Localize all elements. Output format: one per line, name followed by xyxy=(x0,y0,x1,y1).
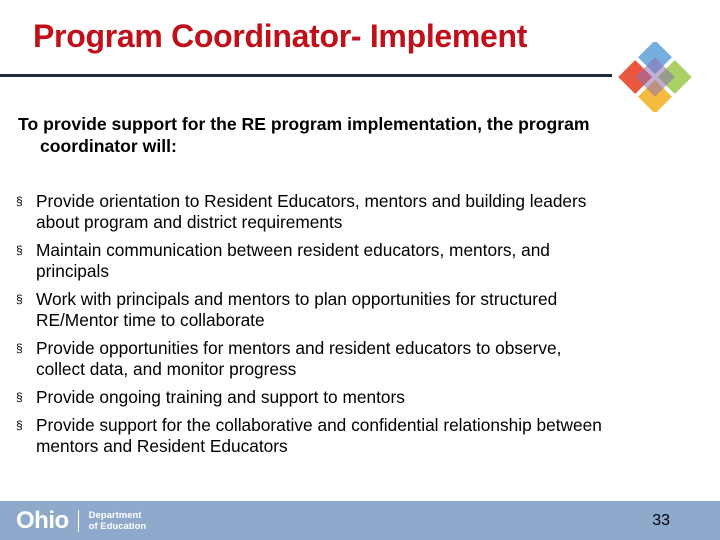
bullet-marker: § xyxy=(16,390,23,404)
ohio-diamond-logo-icon xyxy=(618,42,692,112)
bullet-text-line1: Work with principals and mentors to plan opportunities for structured xyxy=(36,289,558,309)
bullet-marker: § xyxy=(16,418,23,432)
bullet-marker: § xyxy=(16,243,23,257)
ohio-wordmark: Ohio xyxy=(16,507,69,534)
bullet-marker: § xyxy=(16,341,23,355)
bullet-list xyxy=(16,191,706,464)
bullet-text-line2: collect data, and monitor progress xyxy=(36,359,297,379)
slide-title: Program Coordinator- Implement xyxy=(33,18,528,54)
bullet-text-line1: Provide ongoing training and support to mentors xyxy=(36,387,405,407)
bullet-text-line1: Maintain communication between resident educators, mentors, and xyxy=(36,240,550,260)
footer-separator xyxy=(78,510,79,532)
bullet-marker: § xyxy=(16,292,23,306)
bullet-text-line2: mentors and Resident Educators xyxy=(36,436,288,456)
bullet-item xyxy=(16,191,706,233)
bullet-text-line2: about program and district requirements xyxy=(36,212,343,232)
bullet-item xyxy=(16,415,706,457)
dept-line-2: of Education xyxy=(88,521,147,532)
ohio-department-logo xyxy=(16,507,146,535)
bullet-item xyxy=(16,338,706,380)
bullet-item xyxy=(16,240,706,282)
title-divider xyxy=(0,74,612,77)
bullet-text-line2: principals xyxy=(36,261,109,281)
bullet-text-line1: Provide support for the collaborative and confidential relationship between xyxy=(36,415,602,435)
bullet-text-line2: RE/Mentor time to collaborate xyxy=(36,310,265,330)
dept-line-1: Department xyxy=(88,510,142,521)
bullet-text-line1: Provide orientation to Resident Educators, mentors and building leaders xyxy=(36,191,587,211)
bullet-marker: § xyxy=(16,194,23,208)
intro-line-2: coordinator will: xyxy=(40,136,177,156)
bullet-item xyxy=(16,387,706,408)
page-number: 33 xyxy=(652,512,670,529)
intro-text xyxy=(18,113,708,157)
department-label xyxy=(89,510,147,532)
footer-bar xyxy=(0,501,720,540)
bullet-text-line1: Provide opportunities for mentors and resident educators to observe, xyxy=(36,338,562,358)
bullet-item xyxy=(16,289,706,331)
intro-line-1: To provide support for the RE program implementation, the program xyxy=(18,114,590,134)
page-number-box xyxy=(610,512,670,532)
